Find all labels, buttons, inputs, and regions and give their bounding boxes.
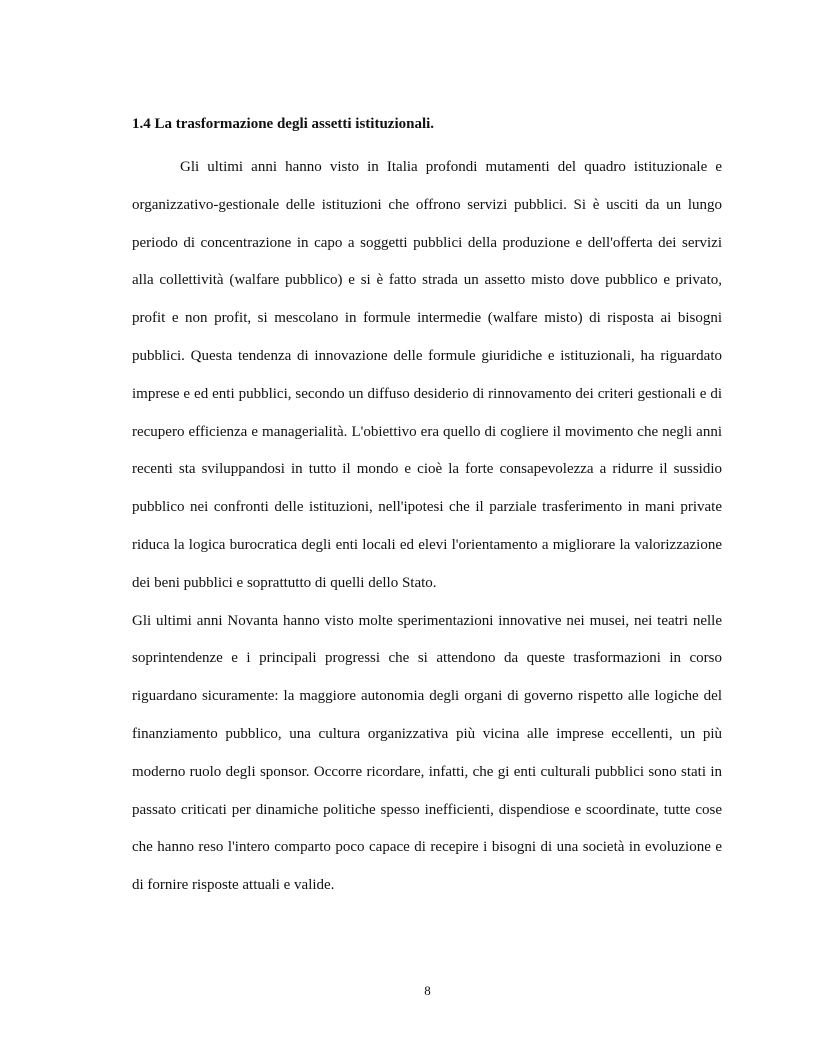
section-heading: 1.4 La trasformazione degli assetti istituzionali. [132, 116, 435, 132]
page-content [132, 112, 722, 905]
page-number: 8 [424, 983, 431, 998]
paragraph-1: Gli ultimi anni hanno visto in Italia profondi mutamenti del quadro istituzionale e organizzativo-gestionale delle istituzioni che offrono servizi pubblici. Si è usciti da un lungo periodo di concentrazione in capo a soggetti pubblici della produzione e dell'offerta dei servizi alla collettività (walfare pubblico) e si è fatto strada un assetto misto dove pubblico e privato, profit e non profit, si mescolano in formule intermedie (walfare misto) di risposta ai bisogni pubblici. Questa tendenza di innovazione delle formule giuridiche e istituzionali, ha riguardato imprese e ed enti pubblici, secondo un diffuso desiderio di rinnovamento dei criteri gestionali e di recupero efficienza e managerialità. L'obiettivo era quello di cogliere il movimento che negli anni recenti sta sviluppandosi in tutto il mondo e cioè la forte consapevolezza a ridurre il sussidio pubblico nei confronti delle istituzioni, nell'ipotesi che il parziale trasferimento in mani private riduca la logica burocratica degli enti locali ed elevi l'orientamento a migliorare la valorizzazione dei beni pubblici e soprattutto di quelli dello Stato. [132, 159, 722, 591]
paragraph-2: Gli ultimi anni Novanta hanno visto molte sperimentazioni innovative nei musei, nei teatri nelle soprintendenze e i principali progressi che si attendono da queste trasformazioni in corso riguardano sicuramente: la maggiore autonomia degli organi di governo rispetto alle logiche del finanziamento pubblico, una cultura organizzativa più vicina alle imprese eccellenti, un più moderno ruolo degli sponsor. Occorre ricordare, infatti, che gi enti culturali pubblici sono stati in passato criticati per dinamiche politiche spesso inefficienti, dispendiose e scoordinate, tutte cose che hanno reso l'intero comparto poco capace di recepire i bisogni di una società in evoluzione e di fornire risposte attuali e valide. [132, 612, 722, 894]
